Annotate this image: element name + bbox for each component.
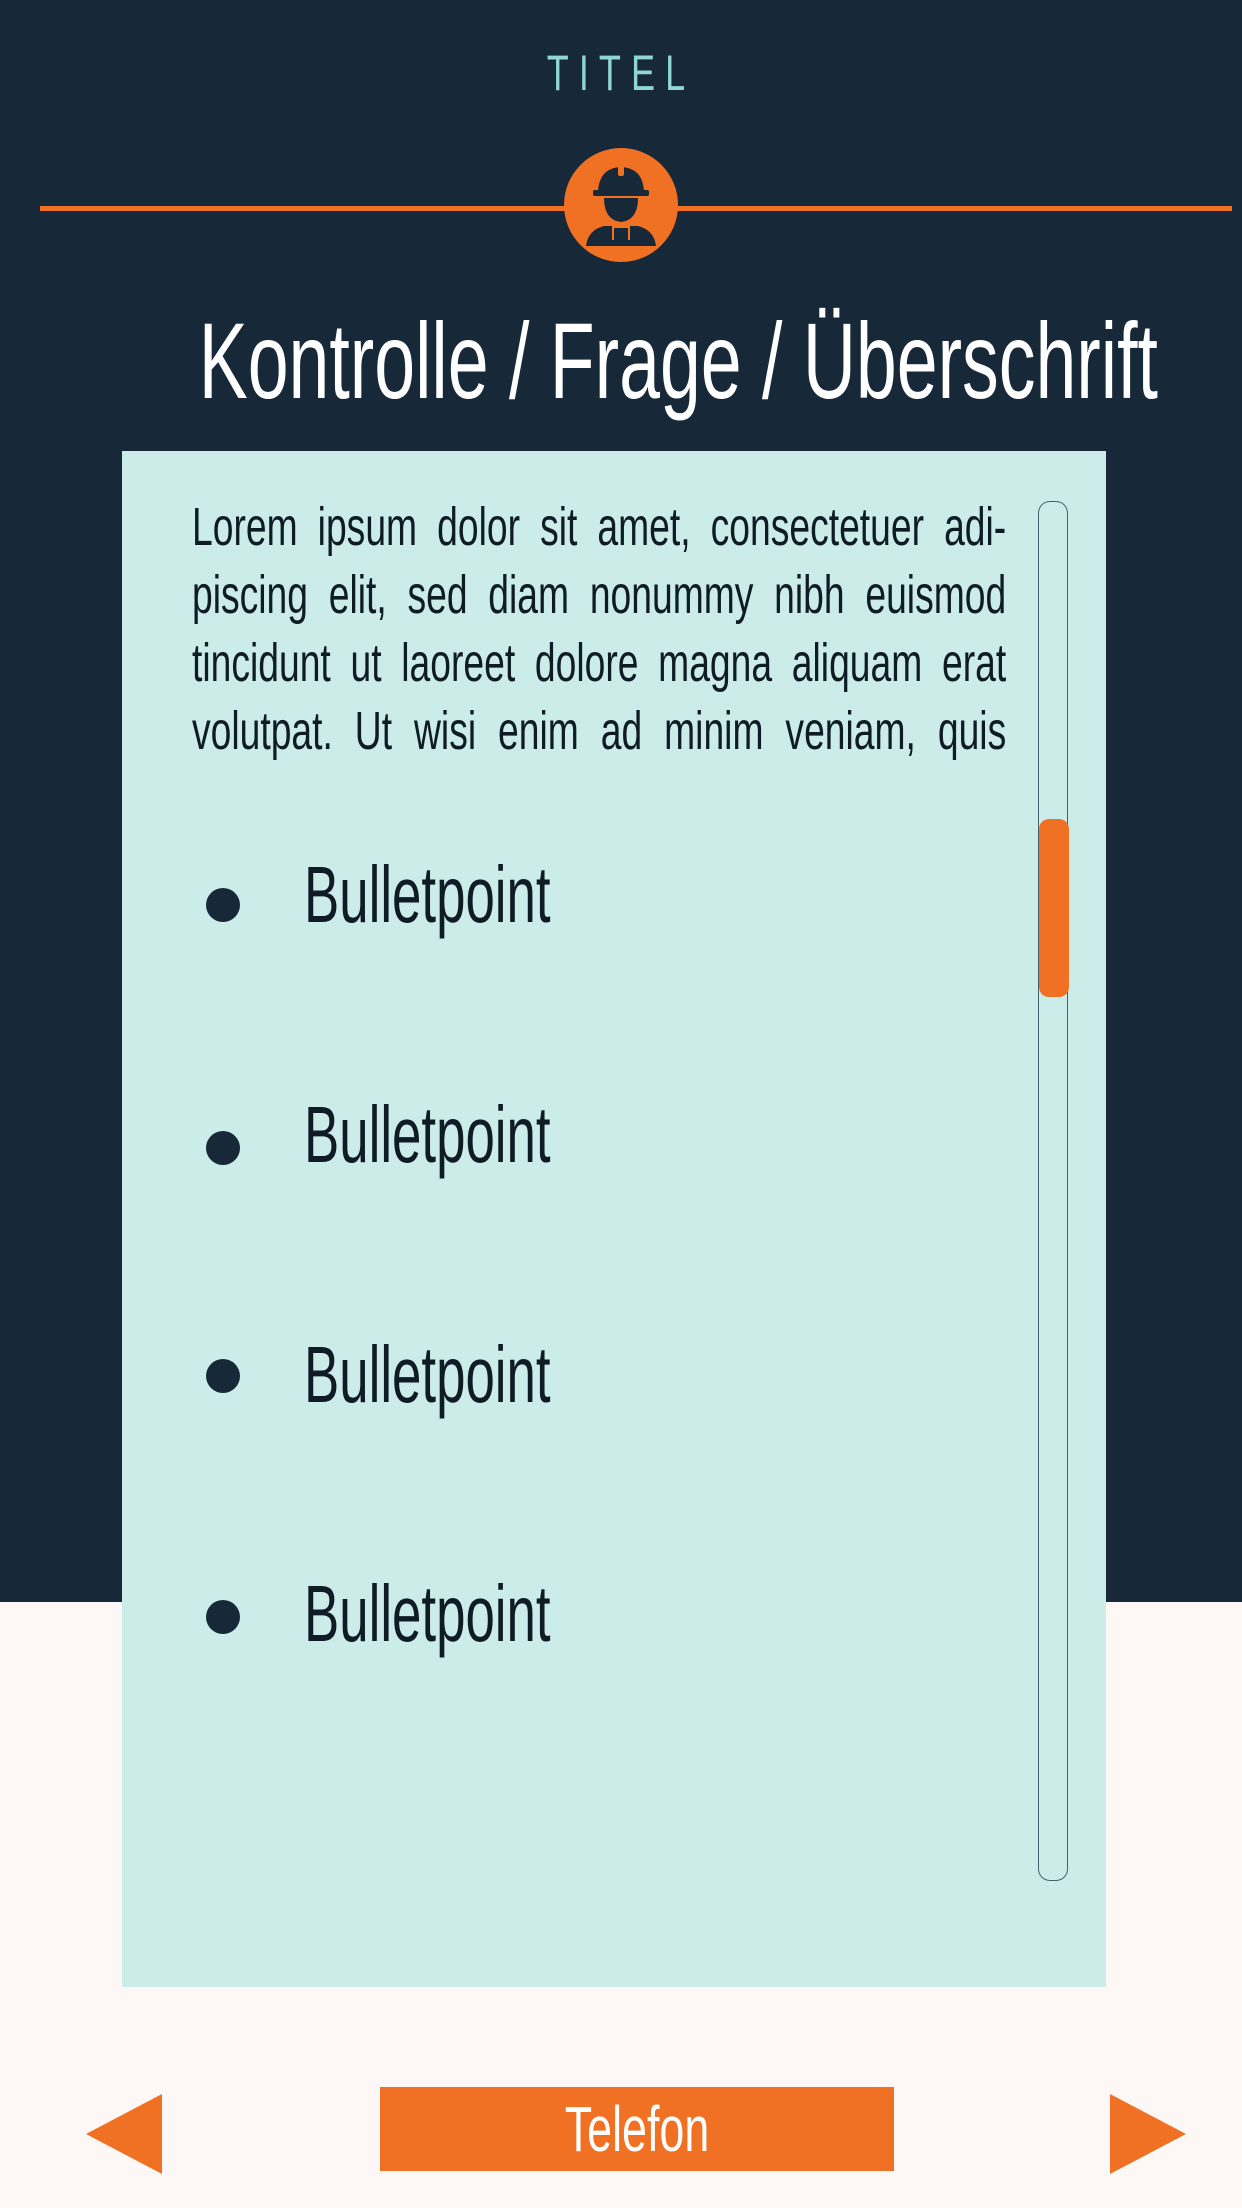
bullet-text: Bulletpoint: [304, 1569, 551, 1658]
arrow-right-icon[interactable]: [1110, 2094, 1186, 2174]
intro-line: piscing elit, sed diam nonummy nibh euismod: [192, 565, 1007, 625]
construction-worker-icon: [564, 148, 678, 262]
list-item: [122, 1085, 1022, 1205]
divider-line-right: [672, 206, 1232, 211]
page-heading: Kontrolle / Frage / Überschrift: [198, 300, 1158, 421]
bullet-text: Bulletpoint: [304, 850, 551, 939]
app-title: TITEL: [546, 45, 696, 101]
telefon-button[interactable]: [380, 2087, 894, 2171]
intro-text: [192, 493, 1006, 765]
list-item: [122, 1325, 1022, 1445]
scrollbar-thumb[interactable]: [1039, 819, 1069, 997]
bullet-dot: [206, 1359, 240, 1393]
intro-line: tincidunt ut laoreet dolore magna aliquam erat: [192, 633, 1007, 693]
scrollbar-track[interactable]: [1038, 501, 1068, 1881]
bullet-dot: [206, 1600, 240, 1634]
list-item: [122, 845, 1022, 965]
bullet-text: Bulletpoint: [304, 1090, 551, 1179]
divider-line-left: [40, 206, 570, 211]
bullet-text: Bulletpoint: [304, 1330, 551, 1419]
arrow-left-icon[interactable]: [86, 2094, 162, 2174]
telefon-button-label: Telefon: [564, 2093, 710, 2165]
list-item: [122, 1564, 1022, 1684]
intro-line: volutpat. Ut wisi enim ad minim veniam, quis: [192, 701, 1007, 761]
bullet-dot: [206, 888, 240, 922]
content-panel: [122, 451, 1106, 1987]
intro-line: Lorem ipsum dolor sit amet, consectetuer adi-: [192, 497, 1007, 557]
bullet-dot: [206, 1131, 240, 1165]
